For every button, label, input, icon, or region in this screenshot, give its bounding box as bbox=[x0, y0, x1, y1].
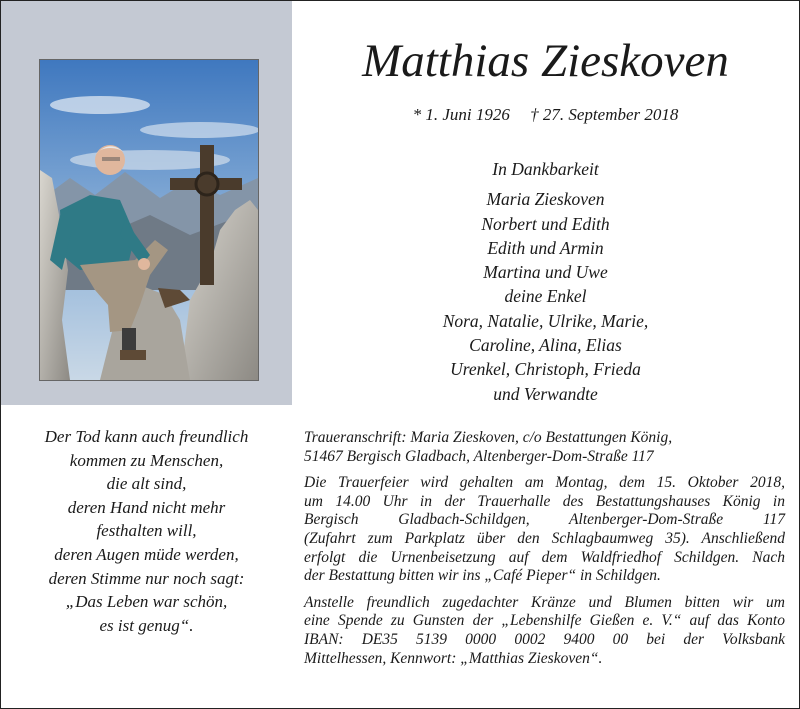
portrait-photo bbox=[39, 59, 259, 381]
family-line: Norbert und Edith bbox=[481, 213, 610, 234]
address-line: 51467 Bergisch Gladbach, Altenberger-Dom-Straße 117 bbox=[304, 447, 654, 465]
death-date: † 27. September 2018 bbox=[530, 105, 679, 124]
family-line: Maria Zieskoven bbox=[486, 189, 605, 210]
poem-line: Der Tod kann auch freundlich bbox=[44, 427, 249, 446]
poem-line: kommen zu Menschen, bbox=[69, 450, 224, 470]
ceremony-line: um 14.00 Uhr in der Trauerhalle des Bestattungshauses König in bbox=[304, 492, 785, 510]
donation-line: Anstelle freundlich zugedachter Kränze und Blumen bitten wir um bbox=[304, 593, 785, 611]
family-intro: In Dankbarkeit bbox=[492, 159, 599, 179]
ceremony-line: (Zufahrt zum Parkplatz über den Schlagbaumweg 35). Anschließend bbox=[304, 529, 785, 547]
ceremony-line: der Bestattung bitten wir ins „Café Pieper“ in Schildgen. bbox=[304, 567, 661, 585]
poem-line: die alt sind, bbox=[106, 474, 187, 494]
ceremony-text bbox=[304, 474, 785, 586]
ceremony-line: Bergisch Gladbach-Schildgen, Altenberger-Dom-Straße 117 bbox=[304, 511, 785, 529]
address-line: Traueranschrift: Maria Zieskoven, c/o Bestattungen König, bbox=[304, 429, 673, 446]
poem-line: deren Stimme nur noch sagt: bbox=[48, 568, 245, 588]
family-line: Martina und Uwe bbox=[483, 262, 608, 283]
deceased-name: Matthias Zieskoven bbox=[362, 35, 729, 87]
donation-text bbox=[304, 594, 785, 668]
life-dates bbox=[292, 105, 799, 125]
family-line: Edith und Armin bbox=[487, 237, 604, 258]
family-list bbox=[292, 157, 799, 406]
family-line: Caroline, Alina, Elias bbox=[469, 335, 622, 356]
mourning-address bbox=[304, 429, 785, 466]
poem-line: „Das Leben war schön, bbox=[65, 592, 228, 612]
poem-line: festhalten will, bbox=[96, 521, 197, 541]
birth-date: * 1. Juni 1926 bbox=[412, 105, 510, 124]
donation-line: eine Spende zu Gunsten der „Lebenshilfe Gießen e. V.“ auf das Konto bbox=[304, 612, 785, 630]
poem-line: es ist genug“. bbox=[99, 615, 194, 635]
family-line: Urenkel, Christoph, Frieda bbox=[450, 359, 641, 380]
poem bbox=[1, 425, 292, 637]
donation-line: Mittelhessen, Kennwort: „Matthias Zieskoven“. bbox=[304, 649, 603, 667]
poem-line: deren Augen müde werden, bbox=[54, 544, 239, 564]
notice-details bbox=[304, 429, 785, 676]
ceremony-line: Die Trauerfeier wird gehalten am Montag, dem 15. Oktober 2018, bbox=[304, 474, 785, 492]
family-line: deine Enkel bbox=[504, 286, 587, 307]
donation-line: IBAN: DE35 5139 0000 0002 9400 00 bei der Volksbank bbox=[304, 630, 785, 648]
ceremony-line: erfolgt die Urnenbeisetzung auf dem Waldfriedhof Schildgen. Nach bbox=[304, 548, 785, 566]
poem-line: deren Hand nicht mehr bbox=[67, 497, 226, 517]
family-line: Nora, Natalie, Ulrike, Marie, bbox=[442, 310, 649, 331]
family-line: und Verwandte bbox=[493, 383, 598, 404]
